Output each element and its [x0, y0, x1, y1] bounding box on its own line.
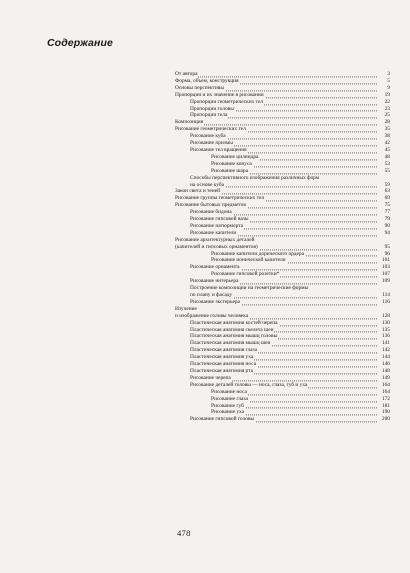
toc-entry-page: 164 [377, 389, 390, 396]
toc-entry-title: Рисование черепа [190, 374, 231, 381]
toc-entry-page: 190 [377, 409, 390, 416]
toc-entry-page: 149 [377, 375, 390, 382]
toc-entry-page: 75 [377, 202, 390, 209]
page-number: 478 [177, 528, 191, 538]
toc-entry-title: Рисование призмы [190, 140, 233, 147]
toc-entry-title: Рисование тел вращения [190, 146, 247, 153]
toc-entry-page: 9 [377, 85, 390, 92]
toc-entry-page: 130 [377, 320, 390, 327]
toc-entry-title: Рисование конуса [211, 160, 252, 167]
toc-entry-page: 19 [377, 92, 390, 99]
toc-entry [175, 168, 390, 175]
toc-entry-title: Рисование архитектурных деталей [175, 236, 255, 243]
toc-entry-title: Рисование уха [211, 409, 245, 416]
toc-entry-title: Пластическая анатомия рта [190, 367, 253, 374]
toc-entry-title: Рисование глаза [211, 395, 248, 402]
toc-entry-title: Закон света и теней [175, 188, 220, 195]
toc-entry-page: 107 [377, 271, 390, 278]
toc-entry-page: 144 [377, 354, 390, 361]
toc-entry-page: 200 [377, 416, 390, 423]
toc-entry-page: 172 [377, 396, 390, 403]
toc-entry-title: Изучение [175, 305, 197, 312]
toc-entry-title: Рисование интерьера [190, 278, 239, 285]
toc-entry-page: 23 [377, 106, 390, 113]
toc-entry-title: Пропорции и их значение в рисовании [175, 91, 264, 98]
toc-entry-title: Рисование шара [211, 167, 248, 174]
toc-entry-page: 38 [377, 133, 390, 140]
table-of-contents [175, 71, 390, 423]
toc-entry-page: 69 [377, 195, 390, 202]
toc-entry-title: Рисование геометрических тел [175, 126, 246, 133]
toc-entry [175, 299, 390, 306]
toc-entry-title: Композиция [175, 119, 204, 126]
toc-entry-page: 35 [377, 126, 390, 133]
toc-entry-title: и изображение головы человека [175, 312, 249, 319]
toc-entry-page: 59 [377, 182, 390, 189]
toc-entry-page: 164 [377, 382, 390, 389]
toc-entry-title: (капителей и гипсовых орнаментов) [175, 243, 258, 250]
toc-entry-title: Форма, объем, конструкция [175, 77, 239, 84]
toc-entry-title: Пластическая анатомия скелета шеи [190, 326, 274, 333]
toc-entry-title: Рисование гипсовой вазы [190, 216, 249, 223]
toc-entry-title: Пластическая анатомия мышц головы [190, 333, 278, 340]
toc-entry-title: Рисование орнамента [190, 264, 240, 271]
toc-entry-title: Пластическая анатомия глаза [190, 347, 258, 354]
toc-entry [175, 230, 390, 237]
toc-entry-page: 22 [377, 99, 390, 106]
toc-entry-title: по плану и фасаду [190, 292, 233, 298]
toc-entry-page: 146 [377, 361, 390, 368]
toc-entry-title: Рисование капители [190, 229, 237, 236]
toc-entry-page: 42 [377, 140, 390, 147]
toc-entry-title: Рисование бидона [190, 209, 232, 216]
toc-entry-title: От автора [175, 71, 198, 77]
toc-entry-page: 45 [377, 147, 390, 154]
toc-entry-title: Рисование ионической капители [211, 257, 286, 264]
toc-entry [175, 416, 390, 423]
toc-entry-title: Рисование куба [190, 133, 226, 140]
toc-entry-page: 55 [377, 168, 390, 175]
toc-entry-page: 28 [377, 119, 390, 126]
toc-entry-title: Рисование цилиндра [211, 153, 259, 160]
toc-entry-page: 53 [377, 161, 390, 168]
toc-entry-title: Рисование гипсовой головы [190, 416, 255, 423]
toc-entry-page: 77 [377, 209, 390, 216]
toc-entry-title: Пластическая анатомия мышц шеи [190, 340, 271, 347]
toc-entry-title: Пропорции геометрических тел [190, 98, 264, 105]
toc-entry-page: 101 [377, 257, 390, 264]
toc-entry-page: 142 [377, 347, 390, 354]
toc-entry-title: Рисование натюрморта [190, 222, 244, 229]
toc-entry-title: Рисование группы геометрических тел [175, 195, 265, 202]
toc-entry-page: 135 [377, 327, 390, 334]
toc-entry-page: 79 [377, 216, 390, 223]
toc-entry-title: Основы перспективы [175, 84, 224, 91]
toc-entry-title: Способы перспективного изображения различных форм [190, 174, 320, 181]
toc-entry-title: Рисование экстерьера [190, 298, 240, 305]
toc-entry-title: Рисование носа [211, 388, 247, 395]
toc-entry-page: 136 [377, 333, 390, 340]
toc-entry-page: 114 [377, 292, 390, 299]
toc-entry-page: 116 [377, 299, 390, 306]
toc-entry-page: 90 [377, 223, 390, 230]
toc-entry-page: 63 [377, 188, 390, 195]
toc-entry-title: Рисование деталей головы — носа, глаза, губ и уха [190, 381, 308, 388]
toc-entry-page: 141 [377, 340, 390, 347]
toc-entry-page: 181 [377, 403, 390, 410]
toc-entry-title: Рисование бытовых предметов [175, 202, 246, 209]
toc-entry-title: Пропорции головы [190, 105, 234, 112]
toc-entry-title: на основе куба [190, 181, 224, 188]
page-title: Содержание [47, 37, 113, 49]
toc-entry-page: 5 [377, 78, 390, 85]
toc-entry-title: Построение композиции на геометрические формы [190, 285, 309, 292]
toc-entry-title: Пропорции тела [190, 112, 228, 119]
toc-entry-page: 128 [377, 313, 390, 320]
toc-entry-title: Пластическая анатомия носа [190, 361, 257, 368]
toc-entry-title: Пластическая анатомия уха [190, 354, 254, 361]
toc-entry-page: 25 [377, 112, 390, 119]
toc-entry-page: 96 [377, 251, 390, 258]
toc-entry-page: 48 [377, 154, 390, 161]
toc-entry-title: Рисование капители дорического ордера [211, 250, 304, 257]
toc-entry-page: 103 [377, 264, 390, 271]
toc-entry-page: 3 [377, 71, 390, 78]
toc-entry-title: Рисование губ [211, 402, 244, 409]
toc-entry-title: Рисование гипсовой розетки* [211, 271, 280, 278]
toc-entry-page: 95 [377, 244, 390, 251]
toc-entry-page: 94 [377, 230, 390, 237]
toc-entry-page: 148 [377, 368, 390, 375]
toc-entry-page: 109 [377, 278, 390, 285]
toc-entry-title: Пластическая анатомия костей черепа [190, 319, 278, 326]
